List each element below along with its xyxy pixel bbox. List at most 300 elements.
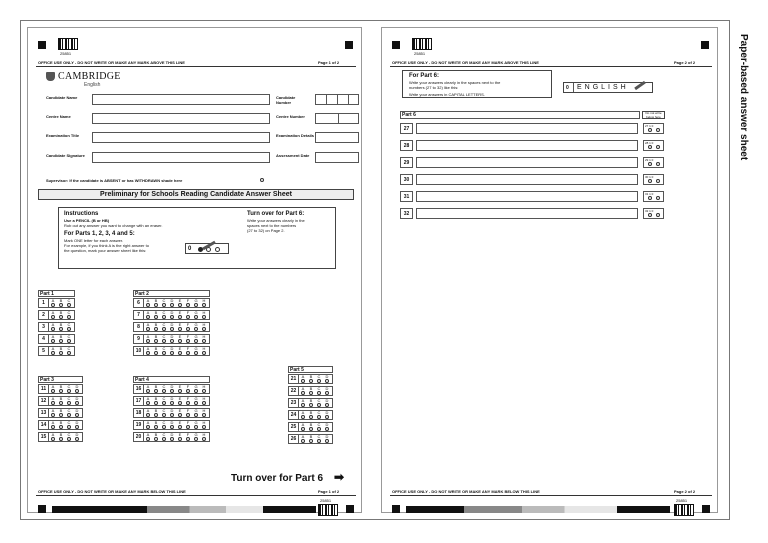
option-circle-icon[interactable] [51,413,55,417]
option-circle-icon[interactable] [162,437,166,441]
part6-answer-field[interactable] [416,123,638,134]
answer-option[interactable] [144,409,152,417]
option-circle-icon[interactable] [317,439,321,443]
assessment-date-field[interactable] [315,152,359,163]
answer-option[interactable] [192,335,200,343]
answer-option[interactable] [65,409,73,417]
option-circle-icon[interactable] [202,425,206,429]
option-circle-icon[interactable] [325,391,329,395]
option-circle-icon[interactable] [301,427,305,431]
answer-option[interactable] [176,323,184,331]
option-circle-icon[interactable] [146,303,150,307]
answer-option[interactable] [57,299,65,307]
answer-option[interactable] [299,423,307,431]
option-circle-icon[interactable] [146,413,150,417]
option-circle-icon[interactable] [317,391,321,395]
answer-option[interactable] [315,435,323,443]
option-circle-icon[interactable] [154,401,158,405]
option-circle-icon[interactable] [154,425,158,429]
answer-option[interactable] [144,323,152,331]
answer-option[interactable] [184,323,192,331]
option-circle-icon[interactable] [202,303,206,307]
answer-option[interactable] [168,299,176,307]
answer-option[interactable] [176,409,184,417]
option-circle-icon[interactable] [178,327,182,331]
answer-option[interactable] [200,347,208,355]
answer-option[interactable] [323,399,331,407]
answer-option[interactable] [168,433,176,441]
option-circle-icon[interactable] [178,303,182,307]
option-circle-icon[interactable] [162,339,166,343]
option-circle-icon[interactable] [309,391,313,395]
option-circle-icon[interactable] [51,303,55,307]
option-circle-icon[interactable] [178,315,182,319]
answer-option[interactable] [57,385,65,393]
answer-option[interactable] [73,433,81,441]
answer-option[interactable] [65,323,73,331]
option-letter: C [162,346,166,351]
answer-option[interactable] [307,387,315,395]
answer-option[interactable] [307,435,315,443]
answer-option[interactable] [65,347,73,355]
answer-option[interactable] [144,385,152,393]
option-circle-icon[interactable] [202,315,206,319]
answer-option[interactable] [144,299,152,307]
option-circle-icon[interactable] [170,413,174,417]
option-circle-icon[interactable] [194,303,198,307]
answer-option[interactable] [315,411,323,419]
option-circle-icon[interactable] [162,425,166,429]
answer-option[interactable] [152,385,160,393]
part6-answer-field[interactable] [416,191,638,202]
example-answer [185,243,229,254]
option-circle-icon[interactable] [162,351,166,355]
option-circle-icon[interactable] [67,401,71,405]
option-circle-icon[interactable] [51,315,55,319]
answer-option[interactable] [152,397,160,405]
option-circle-icon[interactable] [154,327,158,331]
answer-option[interactable] [192,385,200,393]
answer-option[interactable] [160,385,168,393]
answer-option[interactable] [57,397,65,405]
answer-option[interactable] [176,347,184,355]
option-circle-icon[interactable] [202,437,206,441]
option-circle-icon[interactable] [309,379,313,383]
answer-option[interactable] [73,421,81,429]
answer-option[interactable] [192,323,200,331]
option-circle-icon[interactable] [170,437,174,441]
option-circle-icon[interactable] [202,327,206,331]
answer-option[interactable] [65,397,73,405]
option-circle-icon[interactable] [146,339,150,343]
option-circle-icon[interactable] [59,303,63,307]
answer-option[interactable] [57,347,65,355]
answer-option[interactable] [65,385,73,393]
option-circle-icon[interactable] [59,315,63,319]
answer-option[interactable] [168,335,176,343]
option-circle-icon[interactable] [67,327,71,331]
option-circle-icon[interactable] [309,403,313,407]
option-circle-icon[interactable] [301,403,305,407]
answer-option[interactable] [299,435,307,443]
answer-option[interactable] [57,335,65,343]
option-circle-icon[interactable] [325,403,329,407]
option-circle-icon[interactable] [194,425,198,429]
answer-option[interactable] [49,347,57,355]
answer-option[interactable] [323,411,331,419]
centre-number-field[interactable] [315,113,359,124]
option-circle-icon[interactable] [170,327,174,331]
answer-option[interactable] [73,385,81,393]
option-circle-icon[interactable] [146,401,150,405]
answer-option[interactable] [152,433,160,441]
answer-option[interactable] [144,397,152,405]
answer-option[interactable] [57,433,65,441]
option-circle-icon[interactable] [317,415,321,419]
option-circle-icon[interactable] [67,351,71,355]
answer-option[interactable] [307,399,315,407]
option-circle-icon[interactable] [194,315,198,319]
answer-option[interactable] [65,311,73,319]
answer-option[interactable] [160,433,168,441]
option-circle-icon[interactable] [59,351,63,355]
option-circle-icon[interactable] [194,351,198,355]
answer-option[interactable] [184,421,192,429]
answer-option[interactable] [184,311,192,319]
answer-option[interactable] [152,335,160,343]
option-circle-icon[interactable] [154,389,158,393]
part6-answer-field[interactable] [416,157,638,168]
option-circle-icon[interactable] [51,437,55,441]
exam-details-field[interactable] [315,132,359,143]
option-circle-icon[interactable] [309,439,313,443]
answer-option[interactable] [49,421,57,429]
option-circle-icon[interactable] [194,437,198,441]
answer-option[interactable] [200,397,208,405]
centre-name-field[interactable] [92,113,270,124]
option-circle-icon[interactable] [75,425,79,429]
option-circle-icon[interactable] [170,351,174,355]
option-circle-icon[interactable] [51,389,55,393]
option-circle-icon[interactable] [170,425,174,429]
option-circle-icon[interactable] [162,413,166,417]
candidate-number-field[interactable] [315,94,359,105]
option-circle-icon[interactable] [178,401,182,405]
option-circle-icon[interactable] [67,339,71,343]
answer-option[interactable] [152,347,160,355]
answer-option[interactable] [184,385,192,393]
answer-option[interactable] [200,385,208,393]
option-circle-icon[interactable] [170,389,174,393]
option-circle-icon[interactable] [301,391,305,395]
option-circle-icon[interactable] [75,437,79,441]
option-circle-icon[interactable] [59,401,63,405]
option-circle-icon[interactable] [325,379,329,383]
option-circle-icon[interactable] [75,389,79,393]
option-circle-icon[interactable] [162,401,166,405]
option-circle-icon[interactable] [51,339,55,343]
answer-option[interactable] [176,397,184,405]
answer-option[interactable] [192,433,200,441]
answer-option[interactable] [200,335,208,343]
option-circle-icon[interactable] [51,425,55,429]
option-circle-icon[interactable] [67,413,71,417]
option-circle-icon[interactable] [194,389,198,393]
option-circle-icon[interactable] [162,327,166,331]
option-circle-icon[interactable] [154,351,158,355]
option-circle-icon[interactable] [301,379,305,383]
option-circle-icon[interactable] [67,425,71,429]
option-circle-icon[interactable] [59,437,63,441]
option-circle-icon[interactable] [186,339,190,343]
answer-option[interactable] [160,347,168,355]
answer-option[interactable] [184,397,192,405]
answer-option[interactable] [57,311,65,319]
option-circle-icon[interactable] [59,425,63,429]
answer-option[interactable] [152,409,160,417]
answer-option[interactable] [184,409,192,417]
option-circle-icon[interactable] [186,401,190,405]
answer-option[interactable] [192,397,200,405]
option-circle-icon[interactable] [186,315,190,319]
answer-option[interactable] [160,335,168,343]
answer-option[interactable] [160,409,168,417]
answer-option[interactable] [323,387,331,395]
answer-option[interactable] [200,299,208,307]
option-circle-icon[interactable] [202,351,206,355]
part6-answer-field[interactable] [416,140,638,151]
answer-option[interactable] [184,335,192,343]
option-circle-icon[interactable] [202,401,206,405]
option-letter: A [146,322,150,327]
answer-option[interactable] [49,433,57,441]
option-circle-icon[interactable] [178,389,182,393]
option-circle-icon[interactable] [146,327,150,331]
answer-option[interactable] [184,347,192,355]
option-circle-icon[interactable] [67,315,71,319]
answer-option[interactable] [73,397,81,405]
answer-option[interactable] [144,311,152,319]
question-number: 1 [39,299,49,307]
answer-option[interactable] [299,411,307,419]
answer-option[interactable] [65,421,73,429]
answer-option[interactable] [152,421,160,429]
option-circle-icon[interactable] [178,351,182,355]
option-circle-icon[interactable] [51,327,55,331]
option-circle-icon[interactable] [202,413,206,417]
answer-option[interactable] [176,421,184,429]
answer-option[interactable] [192,421,200,429]
answer-option[interactable] [200,433,208,441]
option-circle-icon[interactable] [317,379,321,383]
option-circle-icon[interactable] [59,339,63,343]
option-circle-icon[interactable] [170,303,174,307]
answer-option[interactable] [160,299,168,307]
answer-option[interactable] [192,347,200,355]
answer-option[interactable] [57,409,65,417]
answer-option[interactable] [49,409,57,417]
answer-option[interactable] [200,311,208,319]
answer-option[interactable] [49,385,57,393]
option-circle-icon[interactable] [186,327,190,331]
option-circle-icon[interactable] [186,425,190,429]
option-circle-icon[interactable] [325,427,329,431]
option-circle-icon[interactable] [202,339,206,343]
answer-option[interactable] [160,311,168,319]
answer-option[interactable] [168,323,176,331]
answer-option[interactable] [192,299,200,307]
answer-option[interactable] [144,421,152,429]
answer-option[interactable] [73,409,81,417]
answer-option[interactable] [49,299,57,307]
answer-option[interactable] [184,299,192,307]
option-circle-icon[interactable] [317,427,321,431]
option-circle-icon[interactable] [75,413,79,417]
answer-option[interactable] [160,323,168,331]
answer-option[interactable] [307,423,315,431]
option-circle-icon[interactable] [186,389,190,393]
option-circle-icon[interactable] [154,437,158,441]
answer-option[interactable] [323,435,331,443]
answer-option[interactable] [184,433,192,441]
answer-option[interactable] [160,397,168,405]
option-circle-icon[interactable] [146,351,150,355]
answer-option[interactable] [144,335,152,343]
exam-title-field[interactable] [92,132,270,143]
part6-answer-field[interactable] [416,208,638,219]
answer-option[interactable] [168,385,176,393]
option-circle-icon[interactable] [178,437,182,441]
part6-answer-field[interactable] [416,174,638,185]
option-circle-icon[interactable] [194,339,198,343]
answer-option[interactable] [176,299,184,307]
answer-option[interactable] [200,409,208,417]
answer-option[interactable] [168,421,176,429]
answer-option[interactable] [49,323,57,331]
answer-option[interactable] [176,385,184,393]
option-circle-icon[interactable] [67,303,71,307]
option-circle-icon[interactable] [146,437,150,441]
option-circle-icon[interactable] [194,413,198,417]
option-circle-icon[interactable] [162,389,166,393]
answer-option[interactable] [65,433,73,441]
option-circle-icon[interactable] [301,415,305,419]
answer-option[interactable] [49,397,57,405]
answer-option[interactable] [152,311,160,319]
option-circle-icon[interactable] [154,315,158,319]
candidate-name-field[interactable] [92,94,270,105]
option-circle-icon[interactable] [154,303,158,307]
answer-option[interactable] [307,411,315,419]
option-circle-icon[interactable] [170,339,174,343]
answer-option[interactable] [176,433,184,441]
answer-option[interactable] [299,375,307,383]
option-circle-icon[interactable] [154,413,158,417]
answer-option[interactable] [144,433,152,441]
answer-option[interactable] [315,423,323,431]
answer-option[interactable] [65,335,73,343]
option-circle-icon[interactable] [178,413,182,417]
option-circle-icon[interactable] [194,327,198,331]
answer-option[interactable] [307,375,315,383]
answer-option[interactable] [152,323,160,331]
option-circle-icon[interactable] [162,315,166,319]
answer-option[interactable] [49,311,57,319]
option-circle-icon[interactable] [67,437,71,441]
signature-field[interactable] [92,152,270,163]
option-circle-icon[interactable] [309,427,313,431]
option-circle-icon[interactable] [309,415,313,419]
option-circle-icon[interactable] [59,389,63,393]
answer-option[interactable] [65,299,73,307]
answer-option[interactable] [160,421,168,429]
answer-option[interactable] [200,323,208,331]
answer-option[interactable] [168,311,176,319]
answer-option[interactable] [144,347,152,355]
answer-option[interactable] [323,375,331,383]
answer-option[interactable] [152,299,160,307]
option-circle-icon[interactable] [178,425,182,429]
option-circle-icon[interactable] [146,315,150,319]
option-circle-icon[interactable] [51,351,55,355]
answer-option[interactable] [315,399,323,407]
answer-option[interactable] [315,375,323,383]
answer-option[interactable] [192,409,200,417]
answer-option[interactable] [49,335,57,343]
option-circle-icon[interactable] [178,339,182,343]
option-circle-icon[interactable] [325,415,329,419]
answer-option[interactable] [168,397,176,405]
answer-option[interactable] [168,409,176,417]
answer-option[interactable] [299,399,307,407]
answer-option[interactable] [57,421,65,429]
answer-option[interactable] [200,421,208,429]
option-circle-icon[interactable] [146,389,150,393]
answer-option[interactable] [176,311,184,319]
option-circle-icon[interactable] [301,439,305,443]
option-circle-icon[interactable] [75,401,79,405]
option-circle-icon[interactable] [325,439,329,443]
option-circle-icon[interactable] [51,401,55,405]
option-circle-icon[interactable] [186,351,190,355]
instructions-heading: Instructions [64,211,99,217]
option-circle-icon[interactable] [170,315,174,319]
option-circle-icon[interactable] [162,303,166,307]
option-circle-icon[interactable] [146,425,150,429]
option-circle-icon[interactable] [154,339,158,343]
option-circle-icon[interactable] [59,327,63,331]
option-circle-icon[interactable] [194,401,198,405]
calibration-bar [406,506,670,513]
option-circle-icon[interactable] [186,303,190,307]
absent-shade-circle[interactable] [260,178,264,182]
answer-option[interactable] [315,387,323,395]
answer-option[interactable] [57,323,65,331]
option-circle-icon[interactable] [170,401,174,405]
answer-option[interactable] [323,423,331,431]
option-circle-icon[interactable] [186,413,190,417]
option-circle-icon[interactable] [186,437,190,441]
option-circle-icon[interactable] [317,403,321,407]
option-circle-icon[interactable] [202,389,206,393]
option-circle-icon[interactable] [67,389,71,393]
answer-option[interactable] [176,335,184,343]
option-circle-icon[interactable] [59,413,63,417]
answer-option[interactable] [168,347,176,355]
answer-option[interactable] [299,387,307,395]
question-number: 14 [39,421,49,429]
answer-option[interactable] [192,311,200,319]
